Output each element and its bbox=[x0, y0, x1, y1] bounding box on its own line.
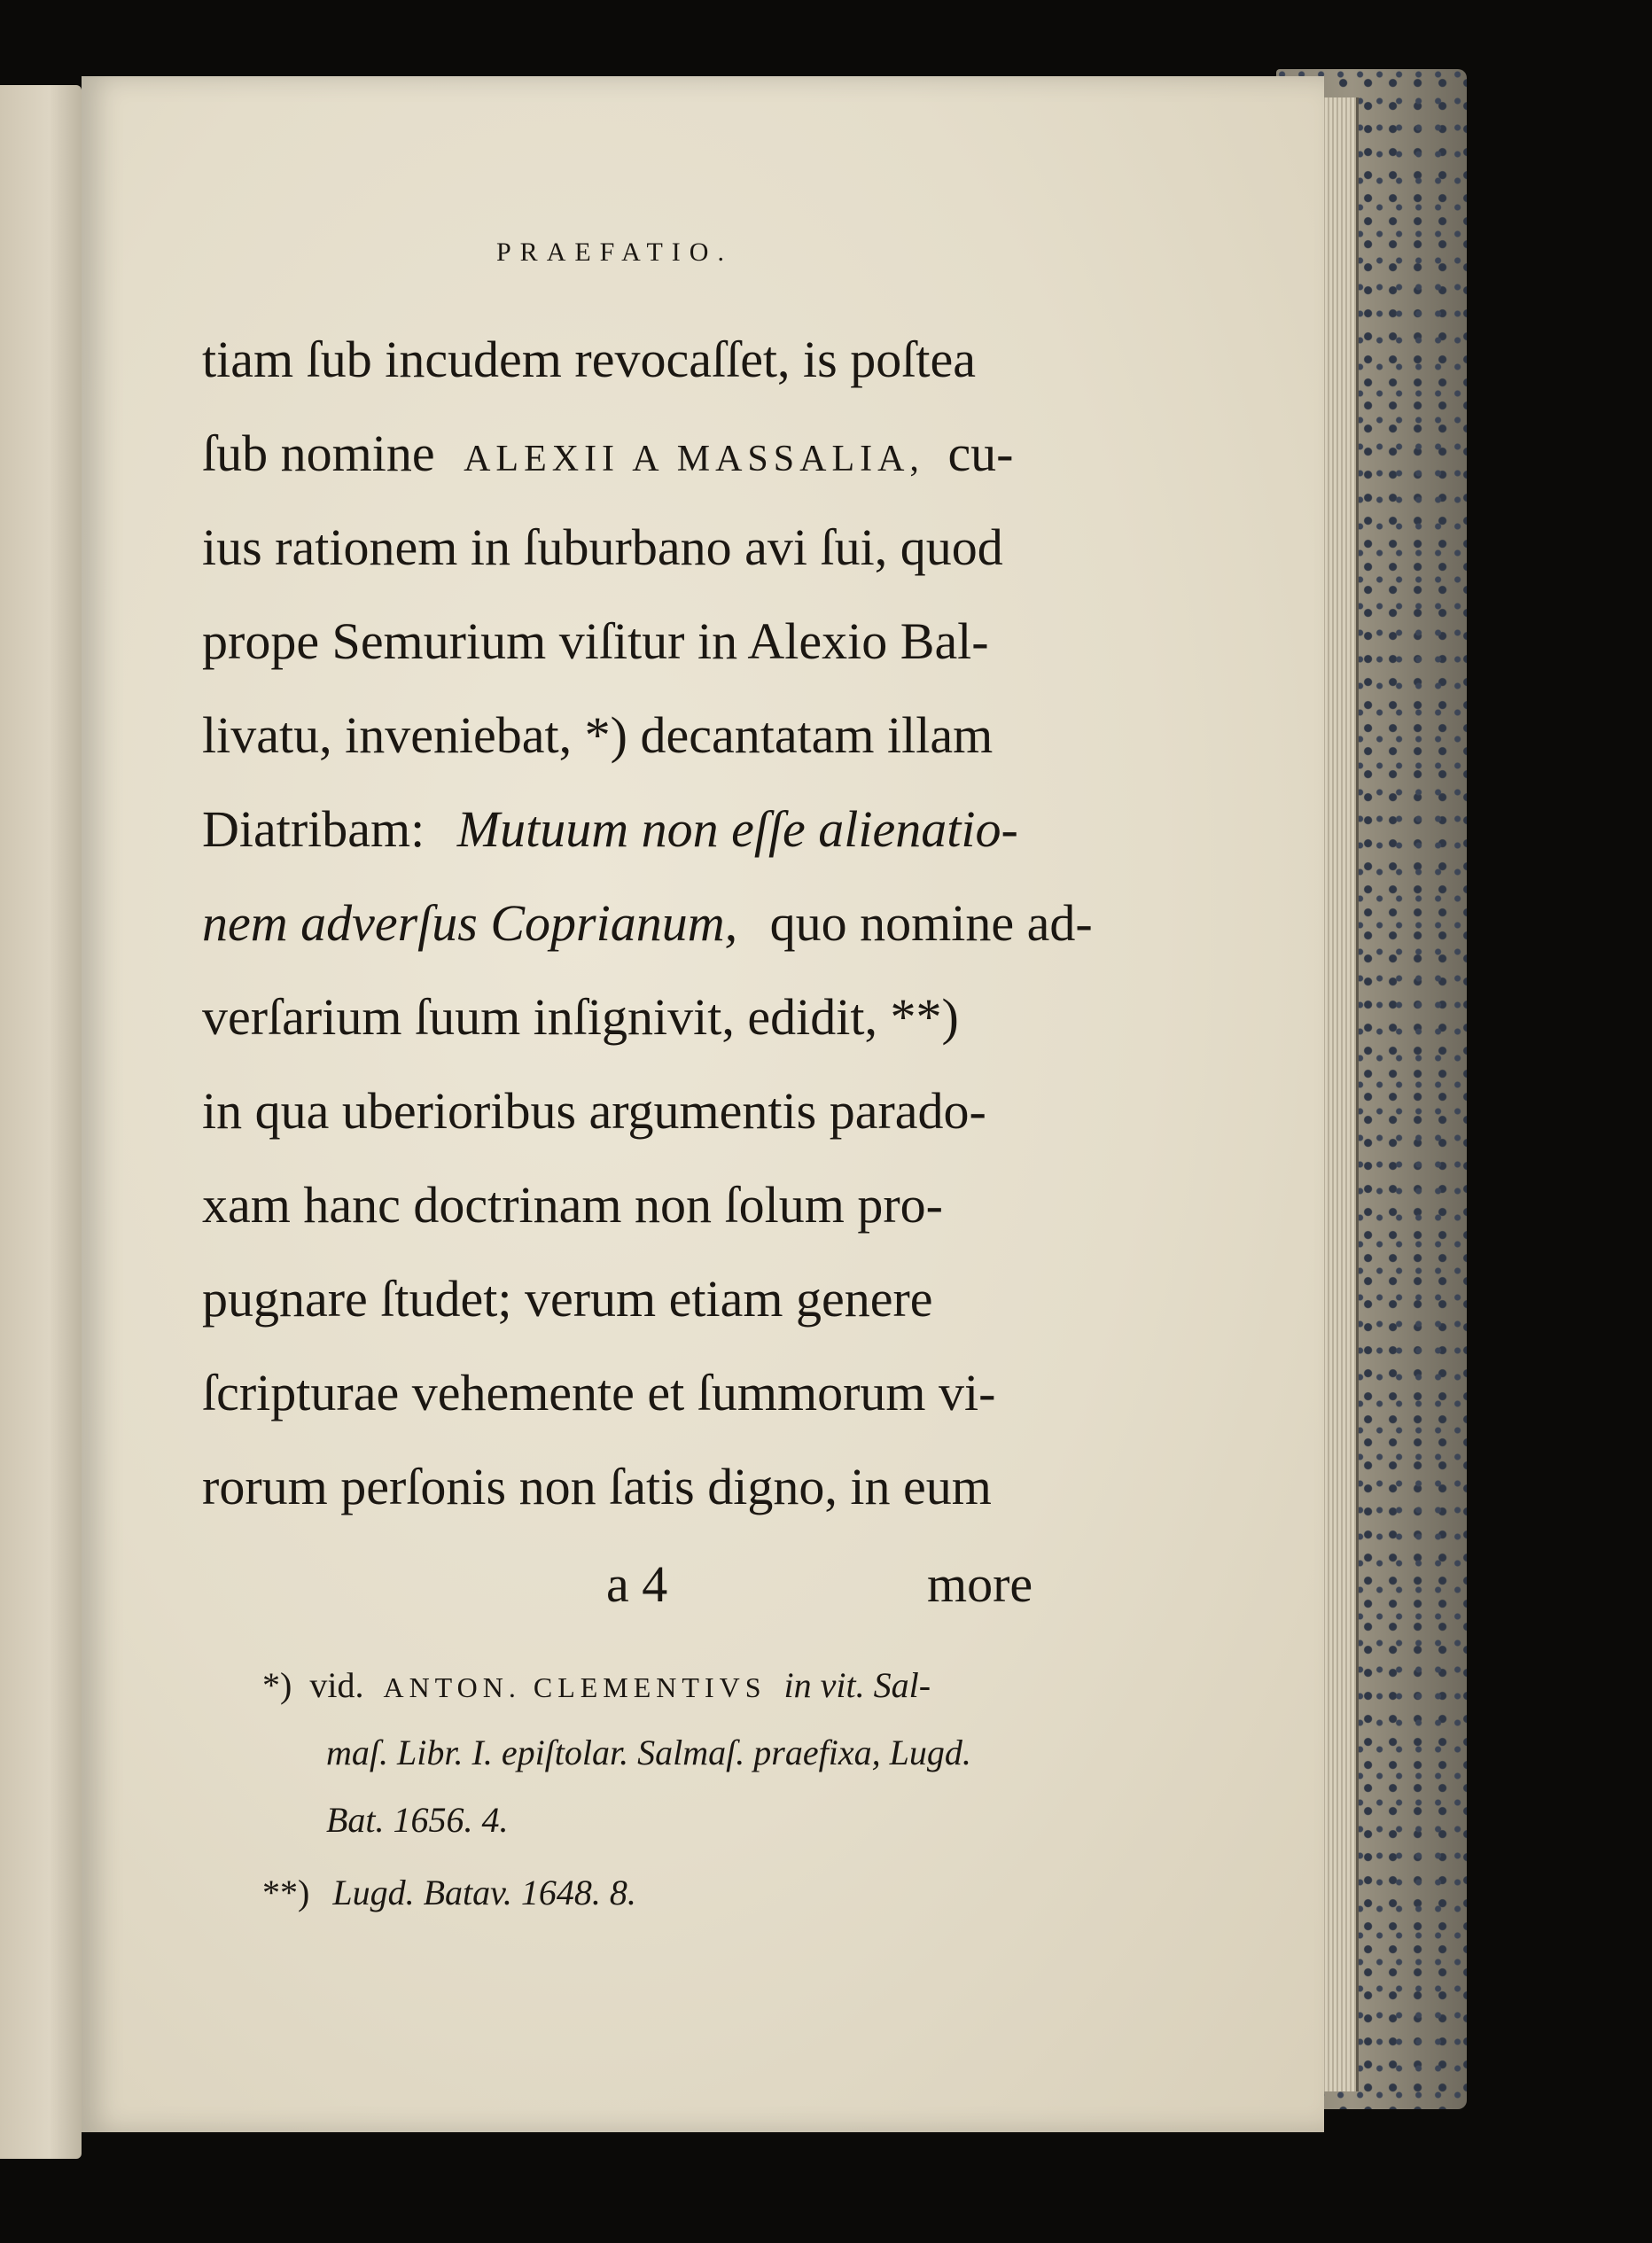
body-line-8: verſarium ſuum inſignivit, edidit, **) bbox=[202, 988, 959, 1046]
body-line-11: pugnare ſtudet; verum etiam genere bbox=[202, 1270, 933, 1328]
body-line-13: rorum perſonis non ſatis digno, in eum bbox=[202, 1458, 992, 1515]
footnote-1-vid: vid. bbox=[309, 1665, 364, 1705]
body-line-5: livatu, inveniebat, *) decantatam illam bbox=[202, 706, 994, 764]
body-line-7 bbox=[202, 893, 1093, 953]
body-line-10: xam hanc doctrinam non ſolum pro- bbox=[202, 1176, 943, 1234]
body-line-2-b: cu- bbox=[947, 424, 1014, 482]
footnote-1-rest: in vit. Sal- bbox=[783, 1665, 931, 1705]
signature-mark: a 4 bbox=[606, 1555, 668, 1613]
body-line-3: ius rationem in ſuburbano avi ſui, quod bbox=[202, 518, 1003, 576]
body-line-7-b: quo nomine ad- bbox=[769, 894, 1093, 952]
body-line-12: ſcripturae vehemente et ſummorum vi- bbox=[202, 1364, 996, 1421]
footnote-1-mark: *) bbox=[262, 1665, 292, 1705]
footnote-2 bbox=[262, 1872, 636, 1913]
footnote-2-text: Lugd. Batav. 1648. 8. bbox=[332, 1873, 636, 1912]
footnote-1-line-3: Bat. 1656. 4. bbox=[326, 1800, 509, 1840]
body-line-2 bbox=[202, 424, 1014, 483]
body-line-2-a: ſub nomine bbox=[202, 424, 435, 482]
footnote-1-author: ANTON. CLEMENTIVS bbox=[383, 1671, 767, 1703]
footnote-1-line-2: maſ. Libr. I. epiſtolar. Salmaſ. praefixa, Lugd. bbox=[326, 1733, 971, 1772]
alexii-a-massalia: ALEXII A MASSALIA, bbox=[464, 439, 924, 479]
footnote-2-mark: **) bbox=[262, 1873, 310, 1912]
catchword: more bbox=[927, 1555, 1033, 1613]
body-line-1: tiam ſub incudem revocaſſet, is poſtea bbox=[202, 331, 976, 388]
body-line-7-italic: nem adverſus Coprianum, bbox=[202, 894, 738, 952]
running-head: PRAEFATIO. bbox=[496, 238, 733, 267]
footnote-1-line-1 bbox=[262, 1664, 931, 1706]
left-page-edge bbox=[0, 85, 82, 2159]
body-line-9: in qua uberioribus argumentis parado- bbox=[202, 1082, 986, 1140]
body-line-4: prope Semurium viſitur in Alexio Bal- bbox=[202, 612, 989, 670]
body-line-6-a: Diatribam: bbox=[202, 800, 425, 858]
body-line-6 bbox=[202, 799, 1018, 859]
body-line-6-italic: Mutuum non eſſe alienatio- bbox=[456, 800, 1018, 858]
